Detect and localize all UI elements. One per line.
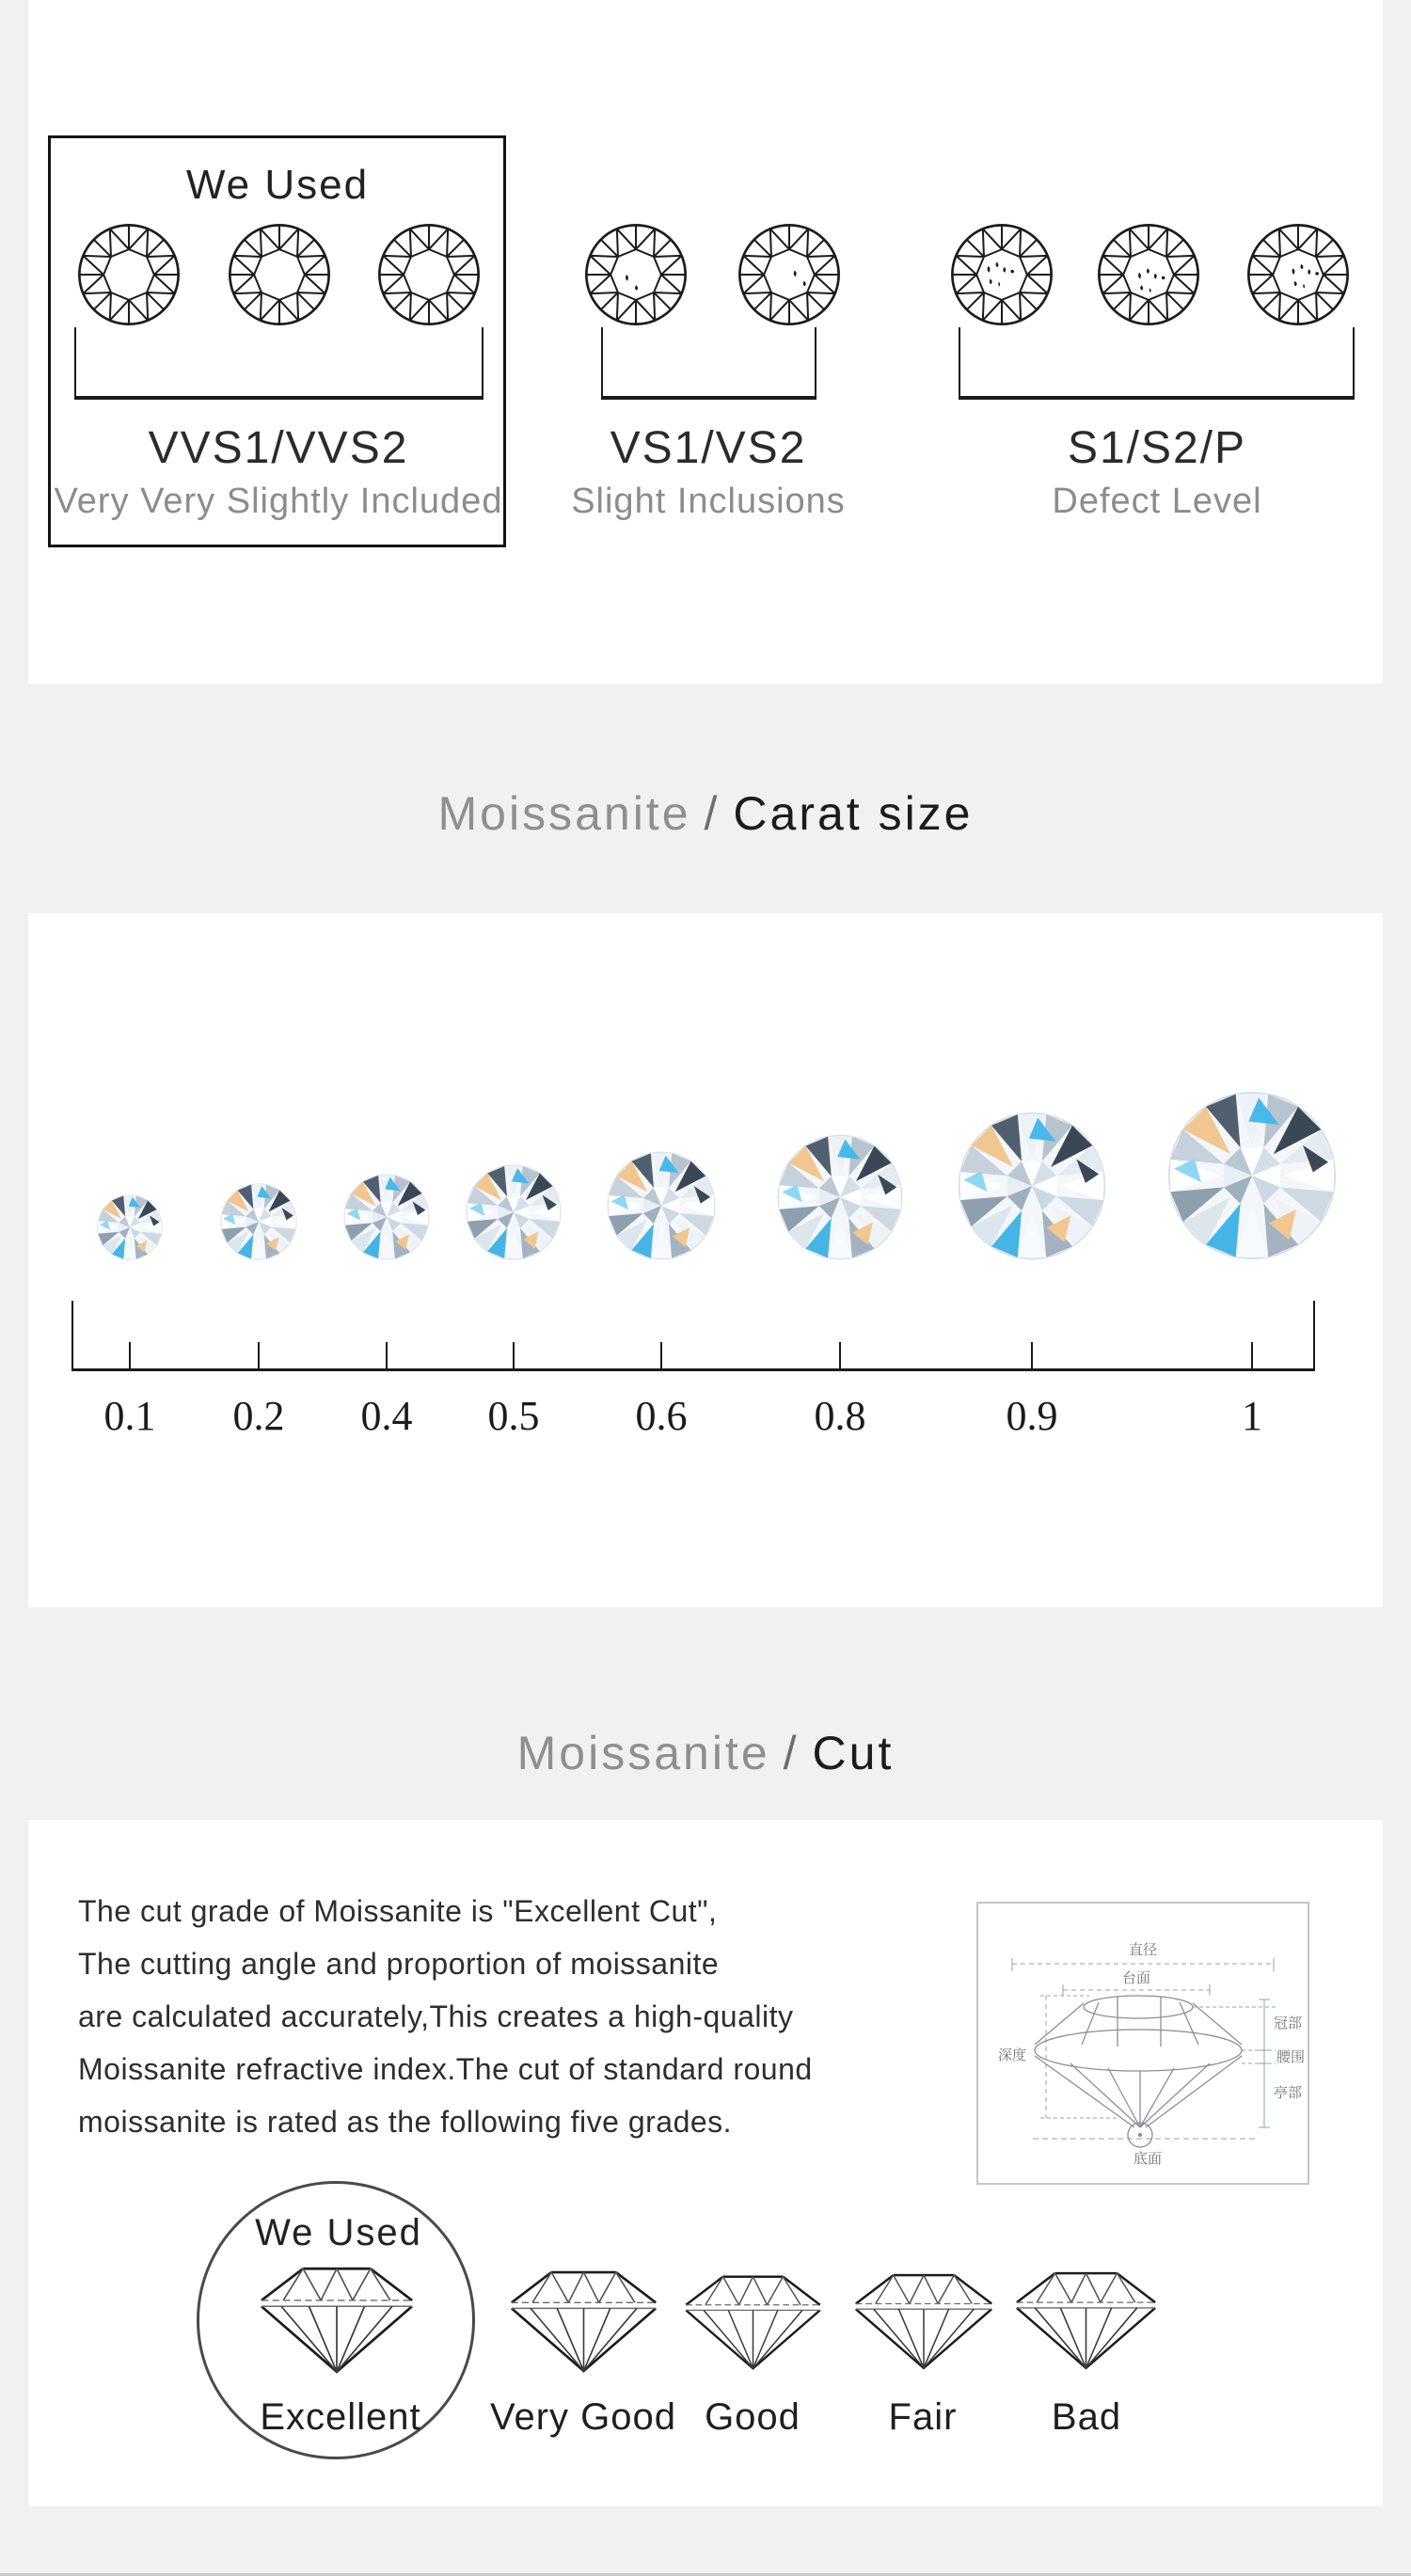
paragraph-line: Moissanite refractive index.The cut of standard round bbox=[78, 2052, 813, 2086]
diamond-top-s-icon bbox=[949, 222, 1054, 327]
carat-value: 0.4 bbox=[360, 1393, 413, 1439]
carat-stone-1-icon bbox=[1167, 1091, 1337, 1260]
clarity-desc-vvs: Very Very Slightly Included bbox=[54, 482, 503, 521]
cut-grade-very-good: Very Good bbox=[489, 2396, 677, 2438]
cut-diamond-good-icon bbox=[675, 2273, 831, 2372]
title-separator: / bbox=[704, 787, 721, 840]
carat-stone-0.9-icon bbox=[958, 1112, 1106, 1260]
ruler-tick bbox=[839, 1342, 841, 1371]
title-word-dark: Carat size bbox=[733, 787, 974, 840]
clarity-desc-vs: Slight Inclusions bbox=[571, 482, 846, 521]
ruler-tick bbox=[513, 1342, 515, 1371]
diamond-top-s-icon bbox=[1096, 222, 1201, 327]
title-word-gray: Moissanite bbox=[437, 787, 691, 840]
cut-we-used-label: We Used bbox=[255, 2212, 422, 2253]
title-word-gray: Moissanite bbox=[516, 1727, 770, 1779]
paragraph-line: The cut grade of Moissanite is "Excellent Cut", bbox=[78, 1894, 718, 1928]
carat-stone-0.2-icon bbox=[220, 1183, 297, 1260]
cut-diamond-very-good-icon bbox=[506, 2268, 661, 2375]
diagram-label-depth: 深度 bbox=[997, 2047, 1027, 2063]
cut-grade-bad: Bad bbox=[1051, 2396, 1122, 2438]
paragraph-line: are calculated accurately,This creates a high-quality bbox=[78, 1999, 794, 2033]
cut-diamond-excellent-icon bbox=[256, 2265, 418, 2376]
ruler-end-left bbox=[71, 1301, 73, 1371]
diamond-top-icon bbox=[376, 222, 482, 327]
carat-stone-0.1-icon bbox=[97, 1194, 163, 1260]
diagram-label-pavilion: 亭部 bbox=[1273, 2085, 1303, 2101]
diamond-top-s-icon bbox=[1245, 222, 1351, 327]
carat-value: 0.9 bbox=[1006, 1393, 1058, 1439]
carat-value: 1 bbox=[1242, 1393, 1262, 1439]
clarity-grade-vs: VS1/VS2 bbox=[610, 423, 807, 473]
diamond-top-icon bbox=[76, 222, 182, 327]
ruler-tick bbox=[129, 1342, 131, 1371]
carat-value: 0.1 bbox=[103, 1393, 156, 1439]
carat-stone-0.5-icon bbox=[466, 1164, 562, 1260]
we-used-label: We Used bbox=[185, 162, 370, 208]
paragraph-line: moissanite is rated as the following five grades. bbox=[78, 2105, 733, 2139]
cut-paragraph bbox=[78, 1885, 813, 2148]
diagram-label-diameter: 直径 bbox=[1128, 1942, 1158, 1958]
clarity-desc-s: Defect Level bbox=[1052, 482, 1262, 521]
carat-stone-0.6-icon bbox=[607, 1151, 716, 1260]
cut-grade-fair: Fair bbox=[888, 2396, 958, 2438]
carat-value: 0.2 bbox=[232, 1393, 285, 1439]
clarity-grade-vvs: VVS1/VVS2 bbox=[148, 423, 409, 473]
cut-grade-good: Good bbox=[705, 2396, 801, 2438]
cut-diamond-fair-icon bbox=[852, 2268, 995, 2375]
ruler-end-right bbox=[1313, 1301, 1315, 1371]
ruler-tick bbox=[386, 1342, 388, 1371]
title-separator: / bbox=[783, 1727, 800, 1779]
paragraph-line: The cutting angle and proportion of moissanite bbox=[78, 1947, 720, 1981]
diamond-top-vs-icon bbox=[583, 222, 689, 327]
bracket bbox=[74, 327, 484, 400]
ruler-tick bbox=[258, 1342, 260, 1371]
bracket bbox=[959, 327, 1355, 400]
carat-stone-0.8-icon bbox=[777, 1134, 903, 1260]
title-word-dark: Cut bbox=[812, 1727, 895, 1779]
carat-section-title bbox=[438, 786, 974, 841]
cut-section-title bbox=[517, 1726, 895, 1780]
diagram-label-crown: 冠部 bbox=[1273, 2015, 1303, 2031]
diamond-top-icon bbox=[227, 222, 332, 327]
diamond-top-vs-icon bbox=[737, 222, 842, 327]
bracket bbox=[601, 327, 816, 400]
cut-diamond-bad-icon bbox=[1013, 2265, 1159, 2377]
carat-value: 0.6 bbox=[635, 1393, 688, 1439]
diagram-label-culet: 底面 bbox=[1133, 2151, 1163, 2167]
carat-value: 0.5 bbox=[487, 1393, 540, 1439]
ruler-tick bbox=[660, 1342, 662, 1371]
carat-value: 0.8 bbox=[814, 1393, 866, 1439]
cut-proportion-diagram bbox=[976, 1902, 1309, 2185]
ruler-tick bbox=[1251, 1342, 1253, 1371]
diagram-label-table: 台面 bbox=[1121, 1970, 1151, 1986]
ruler-tick bbox=[1031, 1342, 1033, 1371]
carat-panel bbox=[28, 913, 1383, 1607]
carat-stone-0.4-icon bbox=[343, 1174, 430, 1260]
cut-grade-excellent: Excellent bbox=[260, 2396, 421, 2438]
clarity-grade-s: S1/S2/P bbox=[1067, 423, 1247, 473]
diagram-label-girdle: 腰围 bbox=[1276, 2049, 1306, 2065]
